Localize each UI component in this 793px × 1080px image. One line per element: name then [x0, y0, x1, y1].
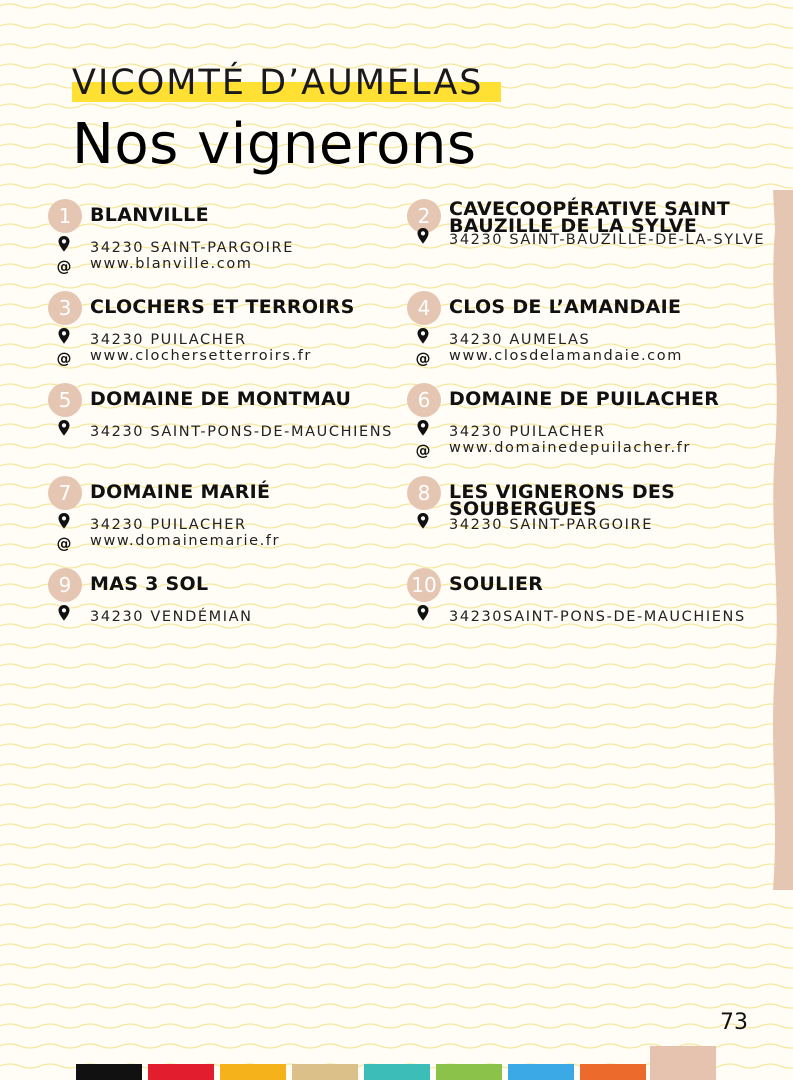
at-sign-icon: [56, 257, 72, 275]
wave-line: [0, 784, 793, 788]
entry-address: 34230 PUILACHER: [90, 332, 247, 348]
at-sign-icon: [415, 349, 431, 367]
entry-name: DOMAINE DE MONTMAU: [90, 388, 352, 410]
wave-line: [0, 24, 793, 28]
entry-number-badge: 10: [407, 568, 441, 602]
wave-line: [0, 864, 793, 868]
wave-line: [0, 744, 793, 748]
entry-name: BLANVILLE: [90, 204, 209, 226]
decorative-ribbon: [769, 190, 793, 890]
entry-name: DOMAINE DE PUILACHER: [449, 388, 720, 410]
wave-line: [0, 704, 793, 708]
entry-name: CAVECOOPÉRATIVE SAINT BAUZILLE DE LA SYLVE: [449, 198, 731, 237]
winemaker-entry: [48, 476, 388, 552]
entry-name: SOULIER: [449, 573, 544, 595]
wave-line: [0, 1024, 793, 1028]
map-pin-icon: [56, 604, 72, 622]
winemaker-entry: [48, 568, 388, 638]
wave-line: [0, 884, 793, 888]
entry-number-badge: 5: [48, 383, 82, 417]
wave-line: [0, 924, 793, 928]
at-sign-icon: [415, 441, 431, 459]
svg-text:@: @: [56, 257, 72, 275]
svg-text:@: @: [415, 349, 431, 367]
wave-line: [0, 984, 793, 988]
svg-text:@: @: [415, 441, 431, 459]
wave-line: [0, 4, 793, 8]
color-swatch: [292, 1064, 358, 1080]
page-tab: [650, 1046, 716, 1080]
entry-number-badge: 1: [48, 199, 82, 233]
color-swatch: [580, 1064, 646, 1080]
winemaker-entry: [407, 568, 747, 638]
entry-number-badge: 7: [48, 476, 82, 510]
section-kicker: VICOMTÉ D’AUMELAS: [72, 64, 501, 102]
entry-number-badge: 8: [407, 476, 441, 510]
entry-name: DOMAINE MARIÉ: [90, 481, 271, 503]
at-sign-icon: [56, 349, 72, 367]
wave-line: [0, 284, 793, 288]
wave-line: [0, 724, 793, 728]
winemaker-entry: [407, 476, 747, 546]
wave-line: [0, 824, 793, 828]
map-pin-icon: [415, 512, 431, 530]
entry-number-badge: 2: [407, 199, 441, 233]
wave-line: [0, 184, 793, 188]
color-swatch: [436, 1064, 502, 1080]
at-sign-icon: [56, 534, 72, 552]
color-swatch: [76, 1064, 142, 1080]
wave-line: [0, 684, 793, 688]
entry-number-badge: 3: [48, 291, 82, 325]
map-pin-icon: [56, 419, 72, 437]
wave-line: [0, 844, 793, 848]
entry-name: CLOCHERS ET TERROIRS: [90, 296, 355, 318]
map-pin-icon: [415, 327, 431, 345]
map-pin-icon: [56, 512, 72, 530]
entry-address: 34230SAINT-PONS-DE-MAUCHIENS: [449, 609, 746, 625]
map-pin-icon: [56, 235, 72, 253]
color-swatch: [508, 1064, 574, 1080]
entry-number-badge: 6: [407, 383, 441, 417]
map-pin-icon: [415, 227, 431, 245]
entry-website-link[interactable]: www.blanville.com: [90, 256, 253, 272]
entry-number-badge: 4: [407, 291, 441, 325]
wave-line: [0, 464, 793, 468]
wave-line: [0, 944, 793, 948]
entry-name: LES VIGNERONS DES SOUBERGUES: [449, 481, 676, 520]
map-pin-icon: [415, 419, 431, 437]
wave-line: [0, 664, 793, 668]
entry-address: 34230 PUILACHER: [90, 517, 247, 533]
svg-text:@: @: [56, 534, 72, 552]
entry-address: 34230 AUMELAS: [449, 332, 591, 348]
entry-website-link[interactable]: www.clochersetterroirs.fr: [90, 348, 312, 364]
winemaker-entry: [407, 383, 747, 459]
entry-website-link[interactable]: www.domainemarie.fr: [90, 533, 281, 549]
winemaker-entry: [48, 199, 388, 275]
entry-address: 34230 PUILACHER: [449, 424, 606, 440]
winemaker-entry: [407, 198, 766, 269]
wave-line: [0, 104, 793, 108]
page-number: 73: [720, 1010, 748, 1035]
map-pin-icon: [415, 604, 431, 622]
winemaker-entry: [48, 383, 393, 453]
entry-name: CLOS DE L’AMANDAIE: [449, 296, 682, 318]
entry-address: 34230 SAINT-PARGOIRE: [90, 240, 294, 256]
wave-line: [0, 804, 793, 808]
wave-line: [0, 904, 793, 908]
winemaker-entry: [48, 291, 388, 367]
wave-line: [0, 1004, 793, 1008]
wave-line: [0, 644, 793, 648]
color-swatch: [148, 1064, 214, 1080]
svg-text:@: @: [56, 349, 72, 367]
wave-line: [0, 964, 793, 968]
winemaker-entry: [407, 291, 747, 367]
entry-number-badge: 9: [48, 568, 82, 602]
map-pin-icon: [56, 327, 72, 345]
page-title: Nos vignerons: [72, 112, 477, 177]
entry-address: 34230 SAINT-PARGOIRE: [449, 517, 653, 533]
wave-line: [0, 44, 793, 48]
entry-website-link[interactable]: www.closdelamandaie.com: [449, 348, 683, 364]
color-swatch: [364, 1064, 430, 1080]
entry-address: 34230 SAINT-PONS-DE-MAUCHIENS: [90, 424, 393, 440]
entry-address: 34230 VENDÉMIAN: [90, 609, 253, 625]
entry-website-link[interactable]: www.domainedepuilacher.fr: [449, 440, 691, 456]
wave-line: [0, 764, 793, 768]
entry-name: MAS 3 SOL: [90, 573, 209, 595]
color-swatch: [220, 1064, 286, 1080]
entry-address: 34230 SAINT-BAUZILLE-DE-LA-SYLVE: [449, 232, 766, 248]
